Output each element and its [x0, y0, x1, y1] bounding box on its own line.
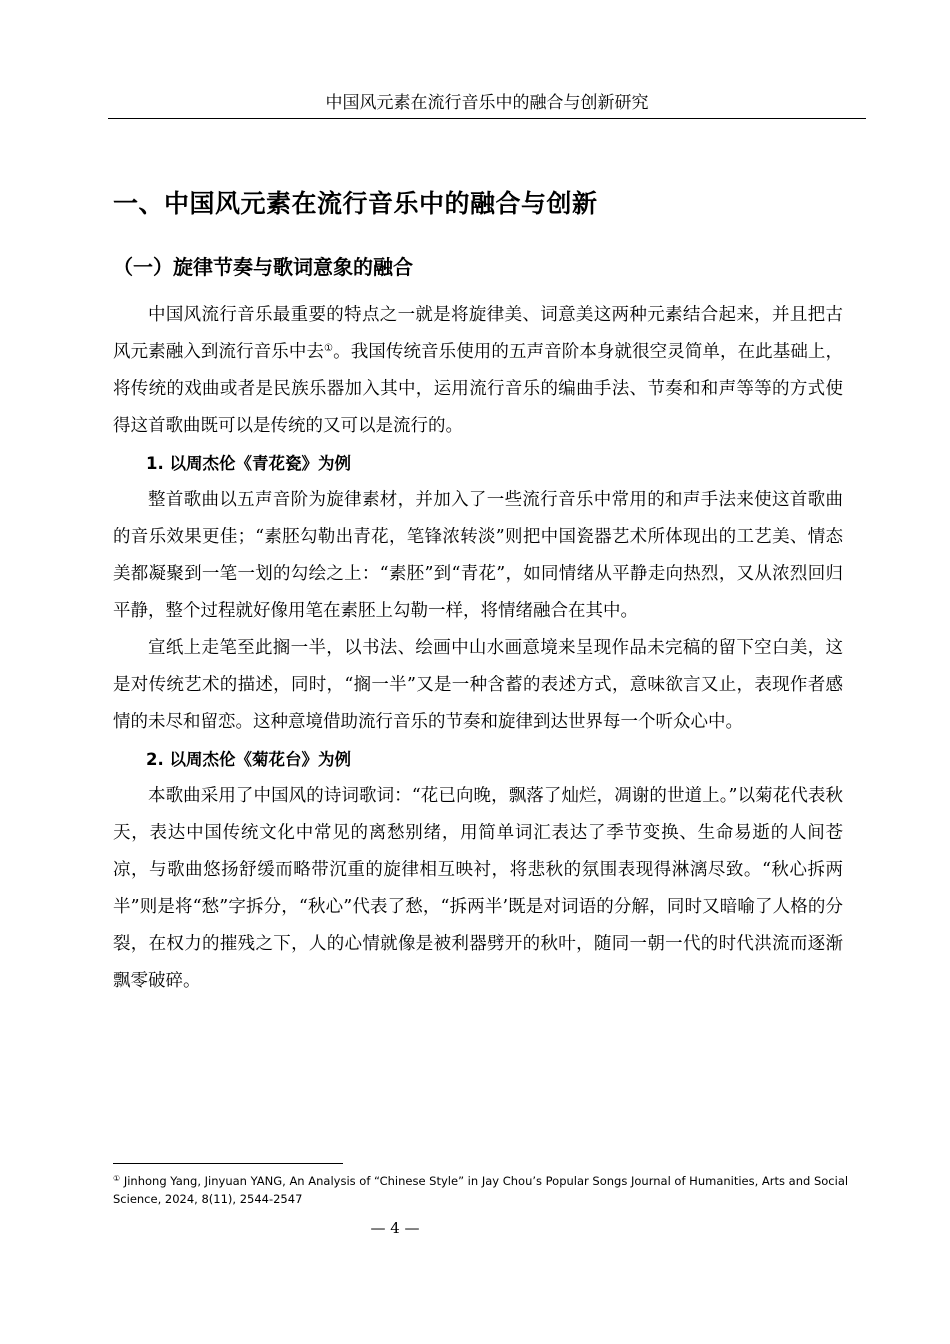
section-heading: 一、中国风元素在流行音乐中的融合与创新: [113, 189, 598, 218]
footnote-ref[interactable]: ①: [324, 343, 334, 354]
footnote: [113, 1172, 858, 1208]
footnote-mark: ①: [113, 1174, 121, 1183]
paragraph-2: 整首歌曲以五声音阶为旋律素材，并加入了一些流行音乐中常用的和声手法来使这首歌曲的音乐效果更佳；“素胚勾勒出青花，笔锋浓转淡”则把中国瓷器艺术所体现出的工艺美、情态美都凝聚到一笔一划的勾绘之上：“素胚”到“青花”，如同情绪从平静走向热烈，又从浓烈回归平静，整个过程就好像用笔在素胚上勾勒一样，将情绪融合在其中。: [113, 490, 843, 621]
running-header: 中国风元素在流行音乐中的融合与创新研究: [108, 92, 866, 119]
paragraph-4: 本歌曲采用了中国风的诗词歌词：“花已向晚，飘落了灿烂，凋谢的世道上。”以菊花代表秋天，表达中国传统文化中常见的离愁别绪，用简单词汇表达了季节变换、生命易逝的人间苍凉，与歌曲悠扬舒缓而略带沉重的旋律相互映衬，将悲秋的氛围表现得淋漓尽致。“秋心拆两半”则是将“愁”字拆分，“秋心”代表了愁，“拆两半’既是对词语的分解，同时又暗喻了人格的分裂，在权力的摧残之下，人的心情就像是被利器劈开的秋叶，随同一朝一代的时代洪流而逐渐飘零破碎。: [113, 786, 843, 991]
body-text: [113, 297, 843, 1000]
footnote-divider: [113, 1163, 343, 1164]
paragraph-1: 中国风流行音乐最重要的特点之一就是将旋律美、词意美这两种元素结合起来，并且把古风元素融入到流行音乐中去①。我国传统音乐使用的五声音阶本身就很空灵简单，在此基础上，将传统的戏曲或者是民族乐器加入其中，运用流行音乐的编曲手法、节奏和和声等等的方式使得这首歌曲既可以是传统的又可以是流行的。: [113, 305, 844, 436]
example-heading-2: 2. 以周杰伦《菊花台》为例: [146, 750, 351, 769]
page-number: — 4 —: [370, 1219, 420, 1237]
example-heading-1: 1. 以周杰伦《青花瓷》为例: [146, 454, 351, 473]
paragraph-3: 宣纸上走笔至此搁一半，以书法、绘画中山水画意境来呈现作品未完稿的留下空白美，这是对传统艺术的描述，同时，“搁一半”又是一种含蓄的表述方式，意味欲言又止，表现作者感情的未尽和留恋。这种意境借助流行音乐的节奏和旋律到达世界每一个听众心中。: [113, 638, 843, 732]
footnote-text: Jinhong Yang, Jinyuan YANG, An Analysis of “Chinese Style” in Jay Chou’s Popular Songs Journal of Humanities, Arts and Social Science, 2024, 8(11), 2544-2547: [113, 1174, 849, 1206]
subsection-heading: （一）旋律节奏与歌词意象的融合: [113, 255, 413, 279]
